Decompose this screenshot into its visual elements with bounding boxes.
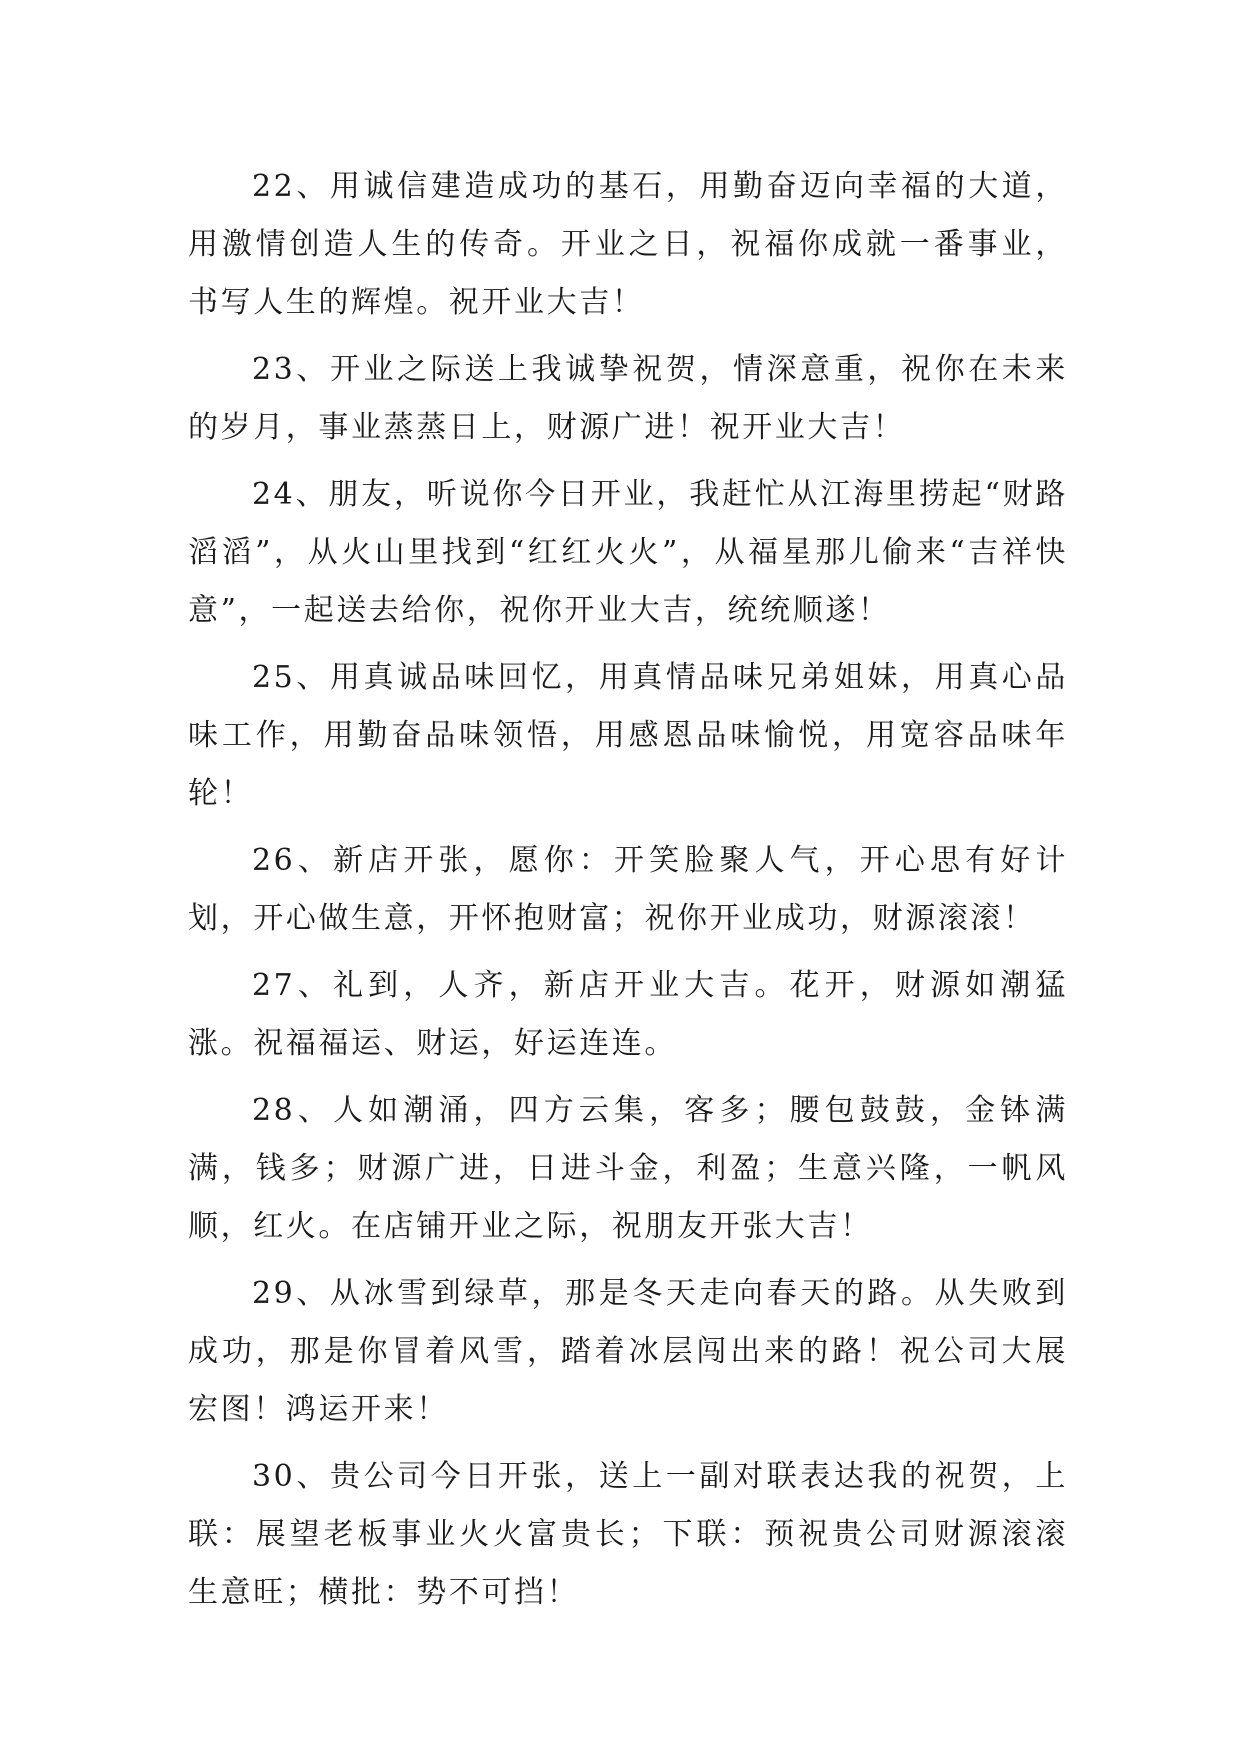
paragraph-25: 25、用真诚品味回忆，用真情品味兄弟姐妹，用真心品味工作，用勤奋品味领悟，用感恩品味愉悦，用宽容品味年轮！	[188, 660, 1068, 811]
paragraph-24: 24、朋友，听说你今日开业，我赶忙从江海里捞起“财路滔滔”，从火山里找到“红红火火”，从福星那儿偷来“吉祥快意”，一起送去给你，祝你开业大吉，统统顺遂！	[188, 477, 1068, 628]
paragraph-29: 29、从冰雪到绿草，那是冬天走向春天的路。从失败到成功，那是你冒着风雪，踏着冰层闯出来的路！祝公司大展宏图！鸿运开来！	[188, 1276, 1068, 1427]
paragraph-28: 28、人如潮涌，四方云集，客多；腰包鼓鼓，金钵满满，钱多；财源广进，日进斗金，利盈；生意兴隆，一帆风顺，红火。在店铺开业之际，祝朋友开张大吉！	[188, 1093, 1068, 1244]
document-body	[188, 158, 1068, 1631]
paragraph-26: 26、新店开张，愿你：开笑脸聚人气，开心思有好计划，开心做生意，开怀抱财富；祝你开业成功，财源滚滚！	[188, 843, 1068, 936]
paragraph-30: 30、贵公司今日开张，送上一副对联表达我的祝贺，上联：展望老板事业火火富贵长；下联：预祝贵公司财源滚滚生意旺；横批：势不可挡！	[188, 1459, 1068, 1610]
paragraph-22: 22、用诚信建造成功的基石，用勤奋迈向幸福的大道，用激情创造人生的传奇。开业之日，祝福你成就一番事业，书写人生的辉煌。祝开业大吉！	[188, 169, 1068, 320]
paragraph-27: 27、礼到，人齐，新店开业大吉。花开，财源如潮猛涨。祝福福运、财运，好运连连。	[188, 968, 1068, 1061]
paragraph-23: 23、开业之际送上我诚挚祝贺，情深意重，祝你在未来的岁月，事业蒸蒸日上，财源广进！祝开业大吉！	[188, 352, 1068, 445]
